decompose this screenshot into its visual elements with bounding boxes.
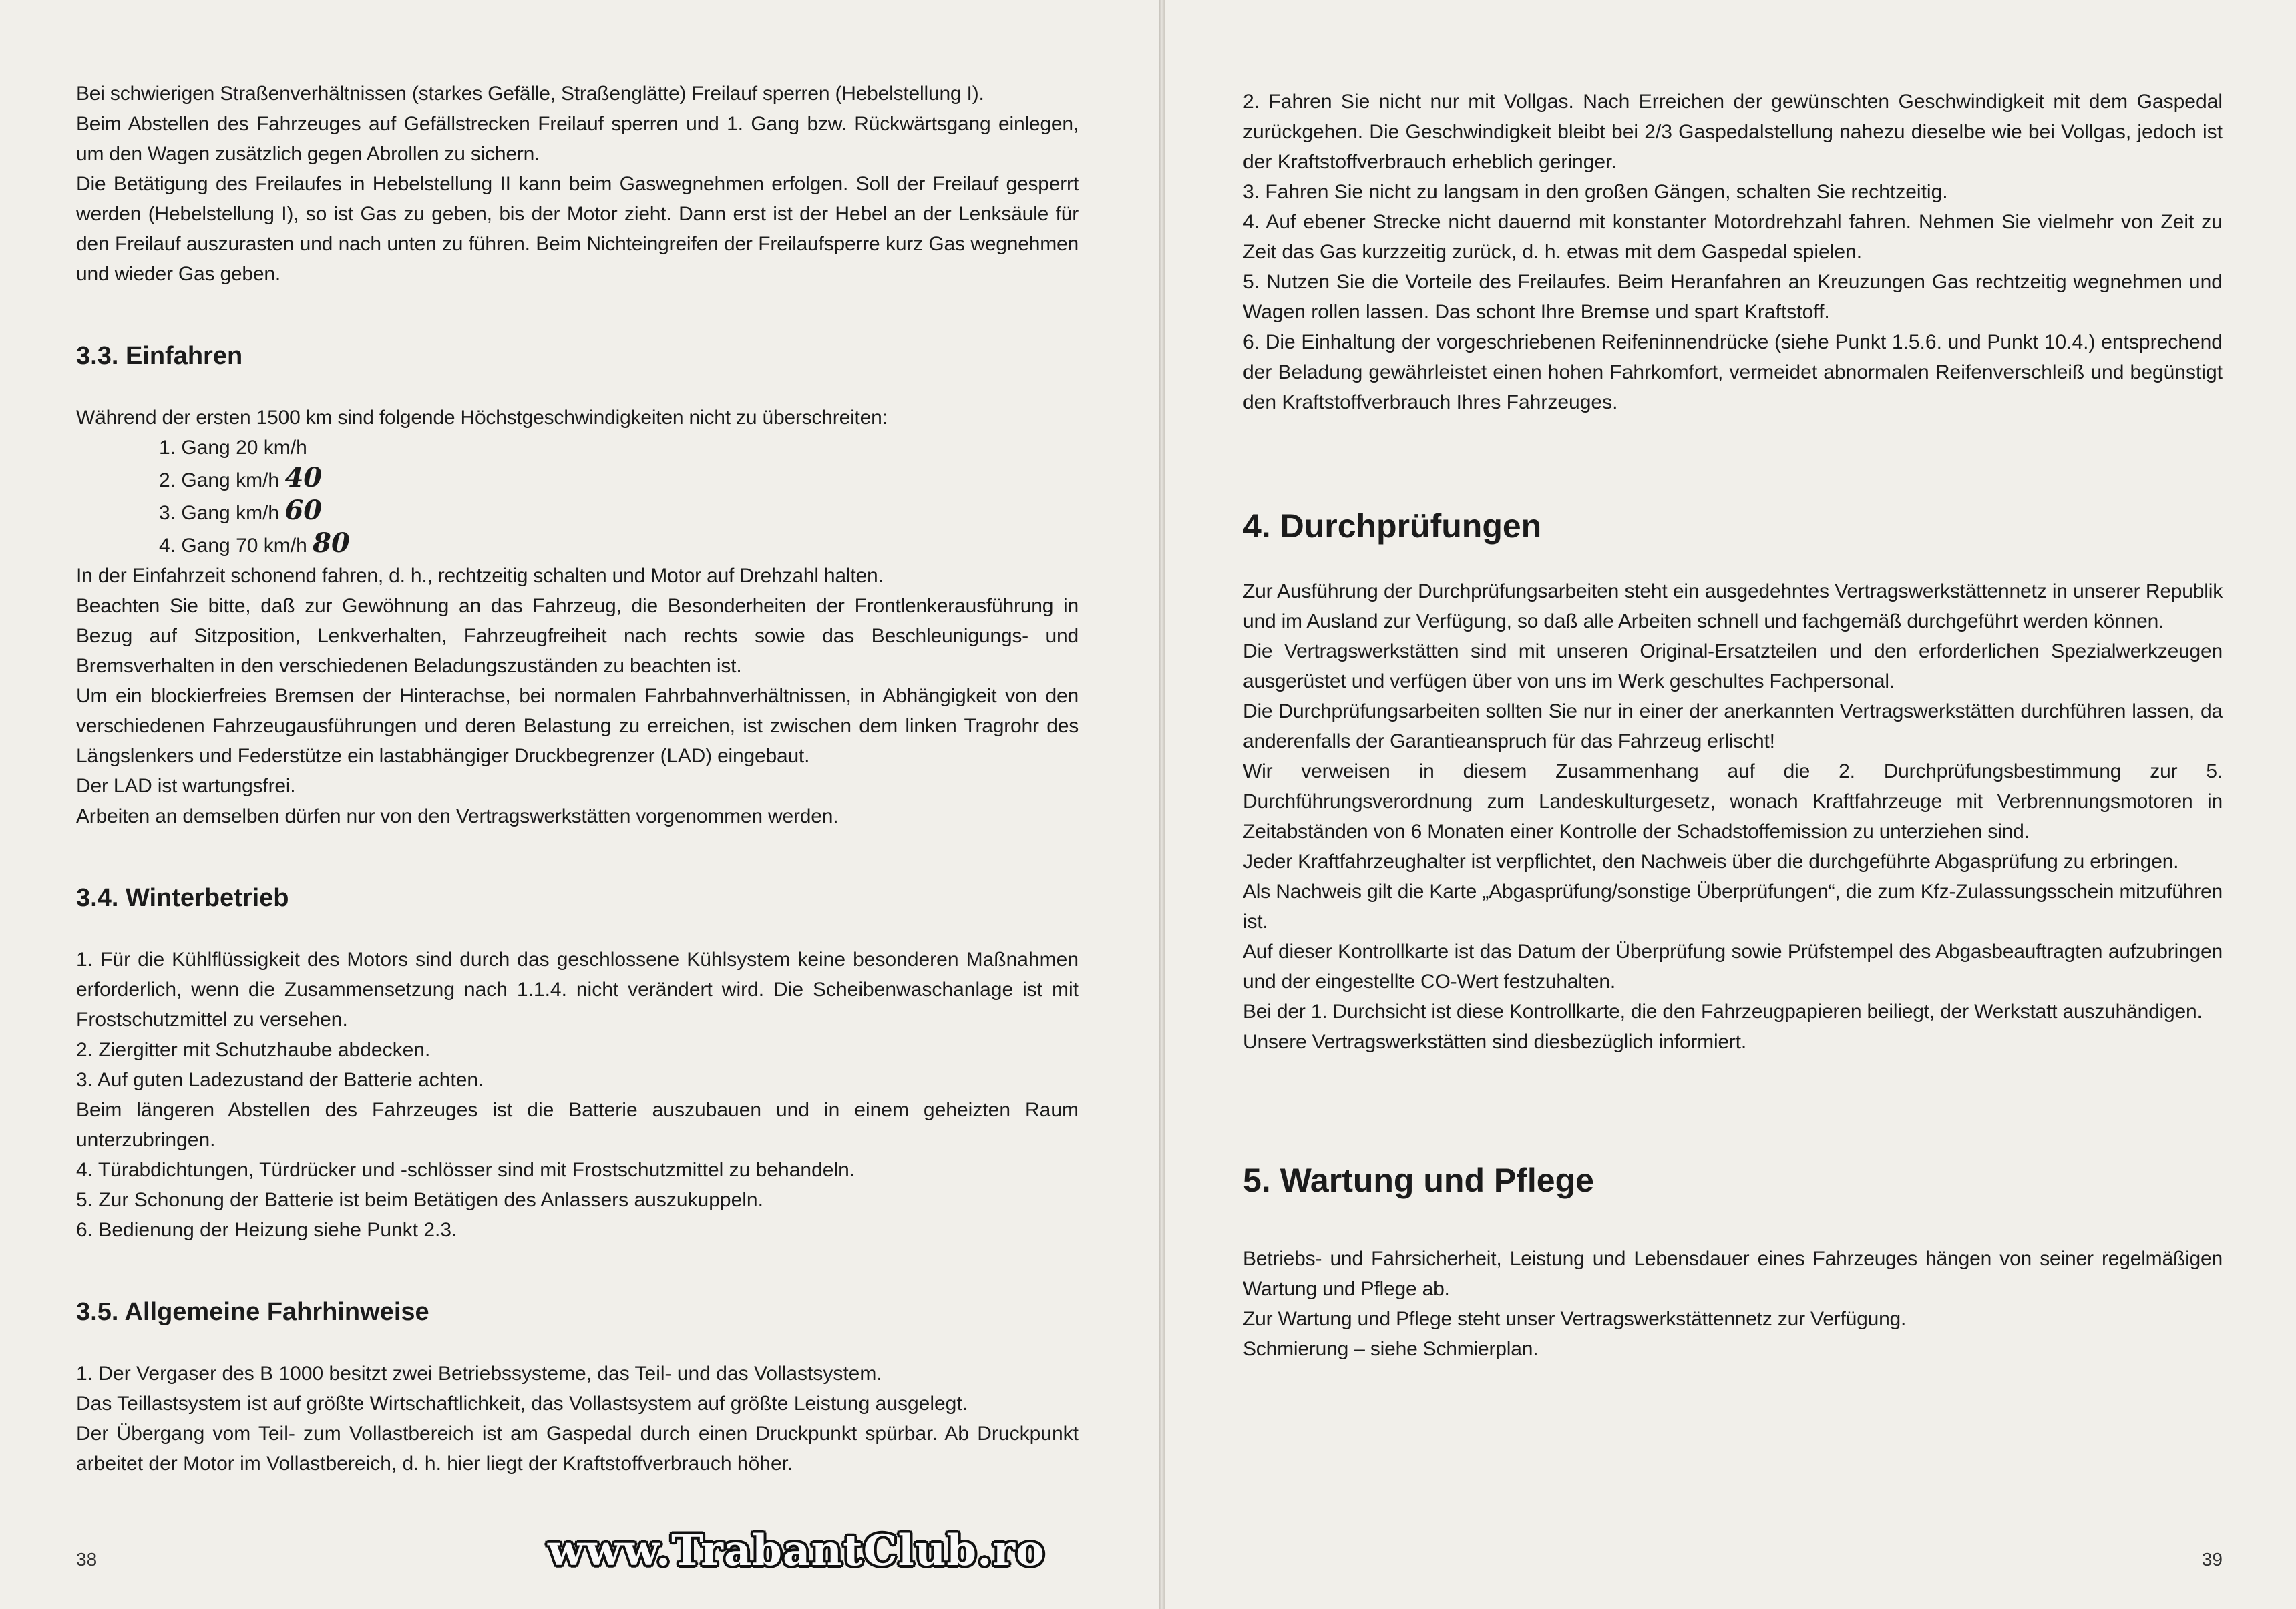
wartung-para-3: Schmierung – siehe Schmierplan. xyxy=(1243,1338,1539,1360)
heading-3-3: 3.3. Einfahren xyxy=(76,342,243,370)
durch-para-2: Die Vertragswerkstätten sind mit unseren Original-Ersatzteilen und den erforderlichen Spezialwerkzeugen ausgerüstet und verfügen über von uns im Werk geschultes Fachpersonal. xyxy=(1243,640,2223,692)
winter-item-3: 3. Auf guten Ladezustand der Batterie achten. xyxy=(76,1069,484,1091)
einfahren-para-2: Beachten Sie bitte, daß zur Gewöhnung an das Fahrzeug, die Besonderheiten der Frontlenkerausführung in Bezug auf Sitzposition, Lenkverhalten, Fahrzeugfreiheit nach rechts sowie das Beschleunigungs- und Bremsverhalten in den verschiedenen Beladungszuständen zu beachten ist. xyxy=(76,595,1079,677)
fahr-item-1c: Der Übergang vom Teil- zum Vollastbereich ist am Gaspedal durch einen Druckpunkt spürbar. Ab Druckpunkt arbeitet der Motor im Vollastbereich, d. h. hier liegt der Kraftstoffverbrauch höher. xyxy=(76,1423,1079,1475)
gear-3: 3. Gang km/h 60 xyxy=(159,495,323,526)
einfahren-para-5: Arbeiten an demselben dürfen nur von den Vertragswerkstätten vorgenommen werden. xyxy=(76,805,839,827)
gear-4: 4. Gang 70 km/h 80 xyxy=(159,527,350,559)
durch-para-9: Unsere Vertragswerkstätten sind diesbezüglich informiert. xyxy=(1243,1031,1746,1053)
page-number-left: 38 xyxy=(76,1549,98,1570)
gear-speed-list xyxy=(76,433,1079,561)
durch-para-7: Auf dieser Kontrollkarte ist das Datum der Überprüfung sowie Prüfstempel des Abgasbeauftragten aufzubringen und der eingestellte CO-Wert festzuhalten. xyxy=(1243,941,2223,993)
site-watermark: www.TrabantClub.ro xyxy=(548,1526,1045,1576)
durch-para-6: Als Nachweis gilt die Karte „Abgasprüfung/sonstige Überprüfungen“, die zum Kfz-Zulassungsschein mitzuführen ist. xyxy=(1243,881,2223,933)
heading-4: 4. Durchprüfungen xyxy=(1243,507,1542,545)
durch-para-4: Wir verweisen in diesem Zusammenhang auf die 2. Durchprüfungsbestimmung zur 5. Durchführungsverordnung zum Landeskulturgesetz, wonach Kraftfahrzeuge mit Verbrennungsmotoren in Zeitabständen von 6 Monaten einer Kontrolle der Schadstoffemission zu unterziehen sind. xyxy=(1243,760,2223,843)
wartung-para-2: Zur Wartung und Pflege steht unser Vertragswerkstättennetz zur Verfügung. xyxy=(1243,1308,1907,1330)
fahr-item-1b: Das Teillastsystem ist auf größte Wirtschaftlichkeit, das Vollastsystem auf größte Leistung ausgelegt. xyxy=(76,1393,968,1415)
einfahren-lead: Während der ersten 1500 km sind folgende Höchstgeschwindigkeiten nicht zu überschreiten: xyxy=(76,407,888,429)
intro-para-2: Beim Abstellen des Fahrzeuges auf Gefällstrecken Freilauf sperren und 1. Gang bzw. Rückwärtsgang einlegen, um den Wagen zusätzlich gegen Abrollen zu sichern. xyxy=(76,113,1079,165)
einfahren-para-3: Um ein blockierfreies Bremsen der Hinterachse, bei normalen Fahrbahnverhältnissen, in Abhängigkeit von den verschiedenen Fahrzeugausführungen und deren Belastung zu erreichen, ist zwischen dem linken Tragrohr des Längslenkers und Federstütze ein lastabhängiger Druckbegrenzer (LAD) eingebaut. xyxy=(76,685,1079,767)
winter-item-2: 2. Ziergitter mit Schutzhaube abdecken. xyxy=(76,1039,431,1061)
winter-item-5: 5. Zur Schonung der Batterie ist beim Betätigen des Anlassers auszukuppeln. xyxy=(76,1189,763,1211)
durch-para-5: Jeder Kraftfahrzeughalter ist verpflichtet, den Nachweis über die durchgeführte Abgasprüfung zu erbringen. xyxy=(1243,851,2179,873)
durch-para-8: Bei der 1. Durchsicht ist diese Kontrollkarte, die den Fahrzeugpapieren beiliegt, der Werkstatt auszuhändigen. xyxy=(1243,1001,2203,1023)
right-page xyxy=(1165,0,2296,1609)
fahr-item-1: 1. Der Vergaser des B 1000 besitzt zwei Betriebssysteme, das Teil- und das Vollastsystem. xyxy=(76,1363,882,1385)
durch-para-3: Die Durchprüfungsarbeiten sollten Sie nur in einer der anerkannten Vertragswerkstätten durchführen lassen, da anderenfalls der Garantieanspruch für das Fahrzeug erlischt! xyxy=(1243,700,2223,752)
handwritten-40: 40 xyxy=(284,462,323,493)
fahr-item-4: 4. Auf ebener Strecke nicht dauernd mit konstanter Motordrehzahl fahren. Nehmen Sie vielmehr von Zeit zu Zeit das Gas kurzzeitig zurück, d. h. etwas mit dem Gaspedal spielen. xyxy=(1243,211,2223,263)
handwritten-60: 60 xyxy=(284,495,323,526)
wartung-para-1: Betriebs- und Fahrsicherheit, Leistung und Lebensdauer eines Fahrzeuges hängen von seiner regelmäßigen Wartung und Pflege ab. xyxy=(1243,1248,2223,1300)
winter-item-1: 1. Für die Kühlflüssigkeit des Motors sind durch das geschlossene Kühlsystem keine besonderen Maßnahmen erforderlich, wenn die Zusammensetzung nach 1.1.4. nicht verändert wird. Die Scheibenwaschanlage ist mit Frostschutzmittel zu versehen. xyxy=(76,949,1079,1031)
heading-3-4: 3.4. Winterbetrieb xyxy=(76,884,289,912)
intro-para-1: Bei schwierigen Straßenverhältnissen (starkes Gefälle, Straßenglätte) Freilauf sperren (Hebelstellung I). xyxy=(76,83,984,105)
heading-3-5: 3.5. Allgemeine Fahrhinweise xyxy=(76,1298,429,1326)
handwritten-80: 80 xyxy=(313,527,350,559)
winter-item-6: 6. Bedienung der Heizung siehe Punkt 2.3. xyxy=(76,1219,457,1241)
fahr-item-3: 3. Fahren Sie nicht zu langsam in den großen Gängen, schalten Sie rechtzeitig. xyxy=(1243,181,1948,203)
heading-5: 5. Wartung und Pflege xyxy=(1243,1162,1594,1199)
fahr-item-5: 5. Nutzen Sie die Vorteile des Freilaufes. Beim Heranfahren an Kreuzungen Gas rechtzeitig wegnehmen und Wagen rollen lassen. Das schont Ihre Bremse und spart Kraftstoff. xyxy=(1243,271,2223,323)
einfahren-para-4: Der LAD ist wartungsfrei. xyxy=(76,775,296,797)
fahrhinweise-list xyxy=(76,1359,1079,1479)
fahrhinweise-list-continued xyxy=(1243,87,2223,417)
gear-1: 1. Gang 20 km/h xyxy=(159,437,307,459)
durch-para-1: Zur Ausführung der Durchprüfungsarbeiten steht ein ausgedehntes Vertragswerkstättennetz in unserer Republik und im Ausland zur Verfügung, so daß alle Arbeiten schnell und fachgemäß durchgeführt werden können. xyxy=(1243,580,2223,632)
page-number-right: 39 xyxy=(2201,1549,2223,1570)
intro-para-3: Die Betätigung des Freilaufes in Hebelstellung II kann beim Gaswegnehmen erfolgen. Soll der Freilauf gesperrt werden (Hebelstellung I), so ist Gas zu geben, bis der Motor zieht. Dann erst ist der Hebel an der Lenksäule für den Freilauf auszurasten und nach unten zu führen. Beim Nichteingreifen der Freilaufsperre kurz Gas wegnehmen und wieder Gas geben. xyxy=(76,173,1079,285)
gear-2: 2. Gang km/h 40 xyxy=(159,462,323,493)
book-gutter xyxy=(1159,0,1165,1609)
winterbetrieb-list xyxy=(76,945,1079,1245)
fahr-item-6: 6. Die Einhaltung der vorgeschriebenen Reifeninnendrücke (siehe Punkt 1.5.6. und Punkt 10.4.) entsprechend der Beladung gewährleistet einen hohen Fahrkomfort, vermeidet abnormalen Reifenverschleiß und begünstigt den Kraftstoffverbrauch Ihres Fahrzeuges. xyxy=(1243,331,2223,413)
fahr-item-2: 2. Fahren Sie nicht nur mit Vollgas. Nach Erreichen der gewünschten Geschwindigkeit mit dem Gaspedal zurückgehen. Die Geschwindigkeit bleibt bei 2/3 Gaspedalstellung nahezu dieselbe wie bei Vollgas, jedoch ist der Kraftstoffverbrauch erheblich geringer. xyxy=(1243,91,2223,173)
einfahren-para-1: In der Einfahrzeit schonend fahren, d. h., rechtzeitig schalten und Motor auf Drehzahl halten. xyxy=(76,565,884,587)
winter-item-4: 4. Türabdichtungen, Türdrücker und -schlösser sind mit Frostschutzmittel zu behandeln. xyxy=(76,1159,855,1181)
winter-item-3-note: Beim längeren Abstellen des Fahrzeuges ist die Batterie auszubauen und in einem geheizten Raum unterzubringen. xyxy=(76,1099,1079,1151)
